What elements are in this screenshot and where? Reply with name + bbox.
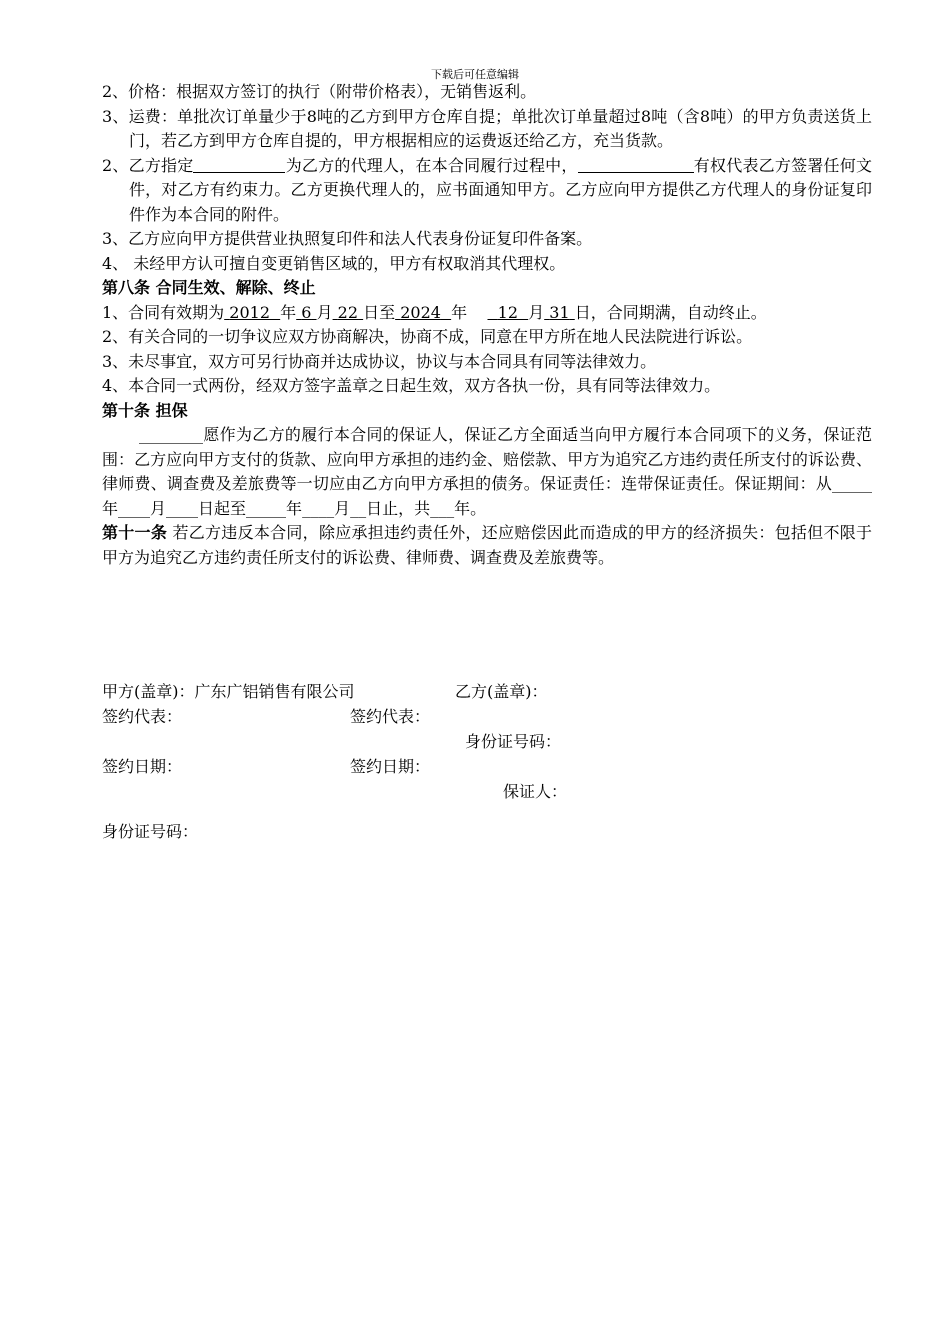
guarantee-body: 愿作为乙方的履行本合同的保证人，保证乙方全面适当向甲方履行本合同项下的义务，保证范围：乙方应向甲方支付的货款、应向甲方承担的违约金、赔偿款、甲方为追究乙方违约责任所支付的诉讼费、律师费、调查费及差旅费等一切应由乙方向甲方承担的债务。保证责任：连带保证责任。保证期间：从 [102,425,872,493]
period-start-year-blank[interactable]: _____ [832,474,872,493]
section-8-title: 第八条 合同生效、解除、终止 [102,278,316,297]
period-start-day-blank[interactable]: ____ [166,498,199,518]
text-year: 年 [102,498,119,518]
end-month: 12 [497,302,519,322]
validity-prefix: 1、合同有效期为 [102,302,225,322]
section-11-body: 若乙方违反本合同，除应承担违约责任外，还应赔偿因此而造成的甲方的经济损失：包括但不限于甲方为追究乙方违约责任所支付的诉讼费、律师费、调查费及差旅费等。 [102,523,872,567]
party-b-sign-date: 签约日期： [350,757,431,776]
agent-name-blank[interactable] [193,155,285,173]
party-b-representative: 签约代表： [350,707,431,726]
text-from: 日起至 [198,498,247,518]
start-month: 6 [301,302,312,322]
party-b-seal: 乙方(盖章)： [455,682,548,701]
copies-clause: 4、本合同一式两份，经双方签字盖章之日起生效，双方各执一份，具有同等法律效力。 [102,376,721,395]
end-year: 2024 [400,302,441,322]
guarantor-label: 保证人： [503,782,568,801]
supplement-clause: 3、未尽事宜，双方可另行协商并达成协议，协议与本合同具有同等法律效力。 [102,351,657,371]
end-day: 31 [549,302,570,322]
contract-body [102,80,872,570]
freight-clause: 3、运费：单批次订单量少于8吨的乙方到甲方仓库自提；单批次订单量超过8吨（含8吨）的甲方负责送货上门，若乙方到甲方仓库自提的，甲方根据相应的运费返还给乙方，充当货款。 [102,106,872,150]
agent-clause-part2: 为乙方的代理人，在本合同履行过程中， [285,155,578,175]
text-end: 年。 [454,498,487,518]
section-10-title: 第十条 担保 [102,400,188,420]
guarantee-clause [102,423,872,521]
text-month-2: 月 [528,302,545,322]
authorized-person-blank[interactable] [578,155,694,173]
dispute-clause: 2、有关合同的一切争议应双方协商解决，协商不成，同意在甲方所在地人民法院进行诉讼。 [102,327,753,346]
text-year: 年 [280,302,297,322]
guarantor-name-blank[interactable]: ________ [139,425,203,444]
text-day-to: 日至 [363,302,396,322]
agent-clause-part3: 有权代表乙方签署任何文件，对乙方有约束力。乙方更换代理人的，应书面通知甲方。乙方应向甲方提供乙方代理人的身份证复印件作为本合同的附件。 [129,155,872,224]
start-year: 2012 [229,302,270,322]
guarantor-id-number: 身份证号码： [102,822,199,841]
text-until: 日止，共 [366,498,431,518]
party-a-seal: 甲方(盖章)：广东广铝销售有限公司 [102,682,355,701]
price-clause: 2、价格：根据双方签订的执行（附带价格表），无销售返利。 [102,82,537,101]
text-year-2: 年 [451,302,468,322]
party-a-sign-date: 签约日期： [102,757,183,776]
validity-clause [102,301,872,326]
text-month-2: 月 [334,498,351,518]
text-month: 月 [150,498,167,518]
region-clause: 4、 未经甲方认可擅自变更销售区域的，甲方有权取消其代理权。 [102,253,566,273]
validity-suffix: 日，合同期满，自动终止。 [574,302,767,322]
section-11 [102,521,872,570]
header-note: 下载后可任意编辑 [431,68,519,81]
license-clause: 3、乙方应向甲方提供营业执照复印件和法人代表身份证复印件备案。 [102,229,593,248]
agent-clause-part1: 2、乙方指定 [102,155,194,175]
period-end-month-blank-b[interactable]: _ [326,498,335,518]
text-month: 月 [316,302,333,322]
period-total-years-blank[interactable]: ___ [430,498,455,518]
agent-clause [102,154,872,228]
party-a-representative: 签约代表： [102,707,183,726]
period-end-month-blank-a[interactable]: ___ [302,498,327,518]
text-year-2: 年 [286,498,303,518]
period-end-year-blank[interactable]: _____ [246,498,287,518]
period-start-month-blank[interactable]: ____ [118,498,151,518]
period-end-day-blank[interactable]: __ [350,498,367,518]
party-b-id-number: 身份证号码： [465,732,562,751]
section-11-title: 第十一条 [102,523,168,542]
start-day: 22 [337,302,359,322]
